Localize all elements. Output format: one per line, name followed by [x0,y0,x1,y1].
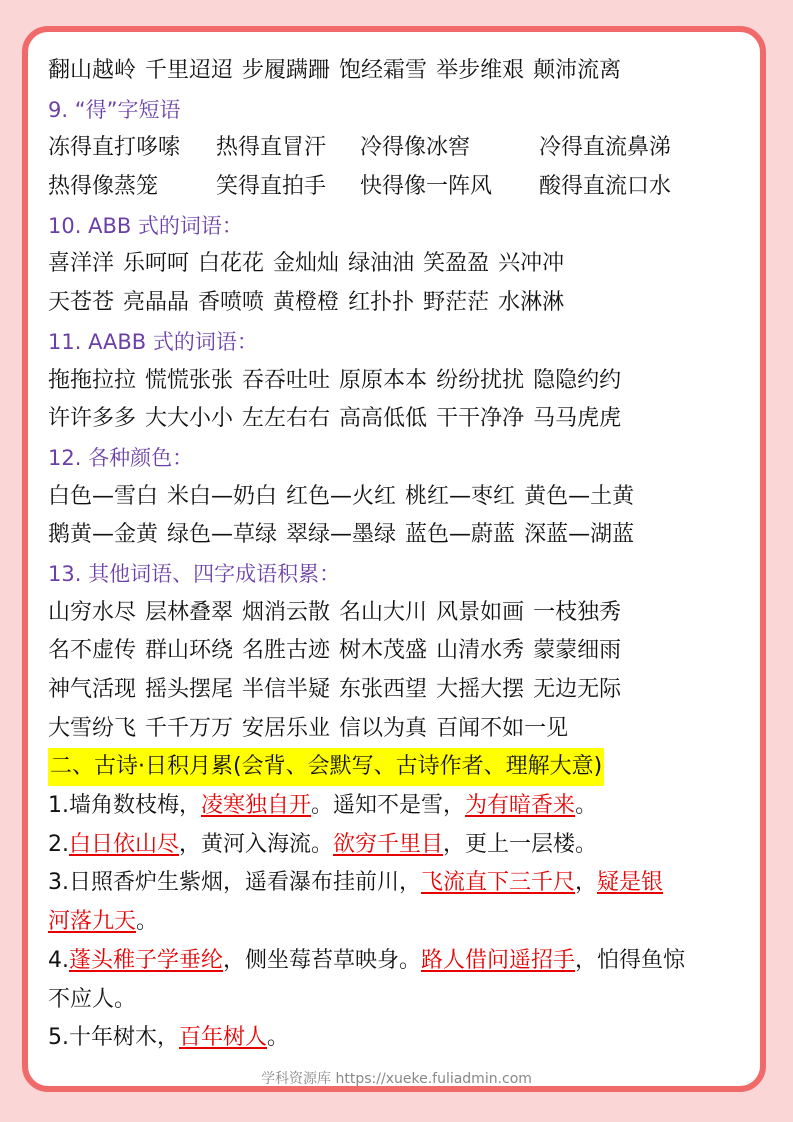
section-heading-12: 12. 各种颜色： [48,445,194,470]
word: 摇头摆尾 [145,677,234,702]
word: 东张西望 [339,677,428,702]
poem-text: 不应人。 [48,986,137,1012]
word: 天苍苍 [48,290,115,316]
word: 鹅黄—金黄 [48,522,159,548]
poem-fill-blank: 白日依山尽 [69,831,180,857]
poem-fill-blank: 蓬头稚子学垂纶 [69,947,224,973]
word-row [48,362,748,401]
word: 许许多多 [48,406,137,432]
word: 喜洋洋 [48,251,115,277]
word-row [48,710,748,749]
word: 热得直冒汗 [216,135,327,161]
word: 大大小小 [145,406,234,432]
word-row [48,245,748,284]
poem-text: 。 [136,909,159,935]
section-heading-9: 9. “得”字短语 [48,97,181,122]
ancient-poem-banner: 二、古诗·日积月累(会背、会默写、古诗作者、理解大意) [48,748,604,786]
word-row [48,52,748,91]
poem-number: 2. [48,831,69,857]
word-row [48,478,748,517]
poem-5 [48,1019,748,1058]
word: 绿油油 [348,251,415,277]
word: 高高低低 [339,406,428,432]
section-banner-row [48,748,748,787]
word: 蓝色—蔚蓝 [405,522,516,548]
word: 兴冲冲 [498,251,565,277]
word: 慌慌张张 [145,367,234,393]
word: 快得像一阵风 [360,174,493,200]
word-row [48,516,748,555]
poem-fill-blank: 河落九天 [48,909,137,935]
word: 举步维艰 [436,58,525,83]
word: 隐隐约约 [533,367,622,393]
poem-3 [48,864,748,903]
poem-fill-blank: 百年树人 [179,1025,268,1051]
word: 翠绿—墨绿 [286,522,397,548]
word: 红色—火红 [286,483,397,509]
poem-text: 日照香炉生紫烟，遥看瀑布挂前川， [69,870,422,896]
poem-text: 墙角数枝梅， [69,793,202,819]
word: 黄橙橙 [273,290,340,316]
word: 白花花 [198,251,265,277]
word: 大摇大摆 [436,677,525,702]
poem-2 [48,826,748,865]
word: 绿色—草绿 [167,522,278,548]
word: 群山环绕 [145,638,234,664]
word: 步履蹒跚 [242,58,331,83]
word-row [48,129,748,168]
poem-text: ，怕得鱼惊 [575,947,686,973]
word: 笑得直拍手 [216,174,327,200]
word: 信以为真 [339,715,428,741]
word: 安居乐业 [242,715,331,741]
word-row [48,632,748,671]
word: 酸得直流口水 [539,174,672,200]
word: 山穷水尽 [48,599,137,625]
word: 水淋淋 [498,290,565,316]
word: 亮晶晶 [123,290,190,316]
word: 拖拖拉拉 [48,367,137,393]
word: 热得像蒸笼 [48,174,159,200]
word: 名不虚传 [48,638,137,664]
poem-text: 。 [267,1025,290,1051]
poem-number: 3. [48,870,69,896]
word: 吞吞吐吐 [242,367,331,393]
word: 米白—奶白 [167,483,278,509]
word: 翻山越岭 [48,58,137,83]
word: 颠沛流离 [533,58,622,83]
word: 冷得像冰窖 [360,135,471,161]
word-row [48,671,748,710]
word: 千里迢迢 [145,58,234,83]
poem-number: 4. [48,947,69,973]
word-row [48,400,748,439]
word: 白色—雪白 [48,483,159,509]
word: 马马虎虎 [533,406,622,432]
word: 神气活现 [48,677,137,702]
word-row [48,594,748,633]
poem-number: 5. [48,1025,69,1051]
poem-fill-blank: 为有暗香来 [465,793,576,819]
poem-number: 1. [48,793,69,819]
word: 山清水秀 [436,638,525,664]
poem-text: ，侧坐莓苔草映身。 [223,947,422,973]
word: 半信半疑 [242,677,331,702]
poem-text: 。遥知不是雪， [311,793,466,819]
section-heading-11: 11. AABB 式的词语： [48,329,258,354]
word: 无边无际 [533,677,622,702]
word: 层林叠翠 [145,599,234,625]
poem-text: 。 [575,793,598,819]
word: 原原本本 [339,367,428,393]
poem-text: ， [575,870,598,896]
word: 金灿灿 [273,251,340,277]
word: 冷得直流鼻涕 [539,135,672,161]
word: 烟消云散 [242,599,331,625]
word: 乐呵呵 [123,251,190,277]
word: 风景如画 [436,599,525,625]
document-content [48,52,748,1058]
section-heading-13: 13. 其他词语、四字成语积累： [48,561,341,586]
poem-4-continued [48,981,748,1020]
poem-3-continued [48,903,748,942]
word: 百闻不如一见 [436,715,569,741]
word: 蒙蒙细雨 [533,638,622,664]
poem-4 [48,942,748,981]
word: 左左右右 [242,406,331,432]
word: 桃红—枣红 [405,483,516,509]
word: 名胜古迹 [242,638,331,664]
poem-fill-blank: 飞流直下三千尺 [421,870,576,896]
poem-1 [48,787,748,826]
word: 名山大川 [339,599,428,625]
word: 香喷喷 [198,290,265,316]
word: 干干净净 [436,406,525,432]
word: 一枝独秀 [533,599,622,625]
word-row [48,284,748,323]
word: 红扑扑 [348,290,415,316]
poem-text: ，更上一层楼。 [443,831,598,857]
word: 饱经霜雪 [339,58,428,83]
poem-text: ，黄河入海流。 [179,831,334,857]
word: 树木茂盛 [339,638,428,664]
word: 笑盈盈 [423,251,490,277]
word: 纷纷扰扰 [436,367,525,393]
poem-fill-blank: 欲穷千里目 [333,831,444,857]
poem-fill-blank: 凌寒独自开 [201,793,312,819]
word: 黄色—土黄 [524,483,635,509]
poem-fill-blank: 疑是银 [597,870,664,896]
section-heading-10: 10. ABB 式的词语： [48,213,243,238]
footer-watermark: 学科资源库 https://xueke.fuliadmin.com [261,1071,532,1087]
word: 野茫茫 [423,290,490,316]
poem-fill-blank: 路人借问遥招手 [421,947,576,973]
poem-text: 十年树木， [69,1025,180,1051]
word: 千千万万 [145,715,234,741]
word-row [48,168,748,207]
word: 冻得直打哆嗦 [48,135,181,161]
word: 大雪纷飞 [48,715,137,741]
word: 深蓝—湖蓝 [524,522,635,548]
